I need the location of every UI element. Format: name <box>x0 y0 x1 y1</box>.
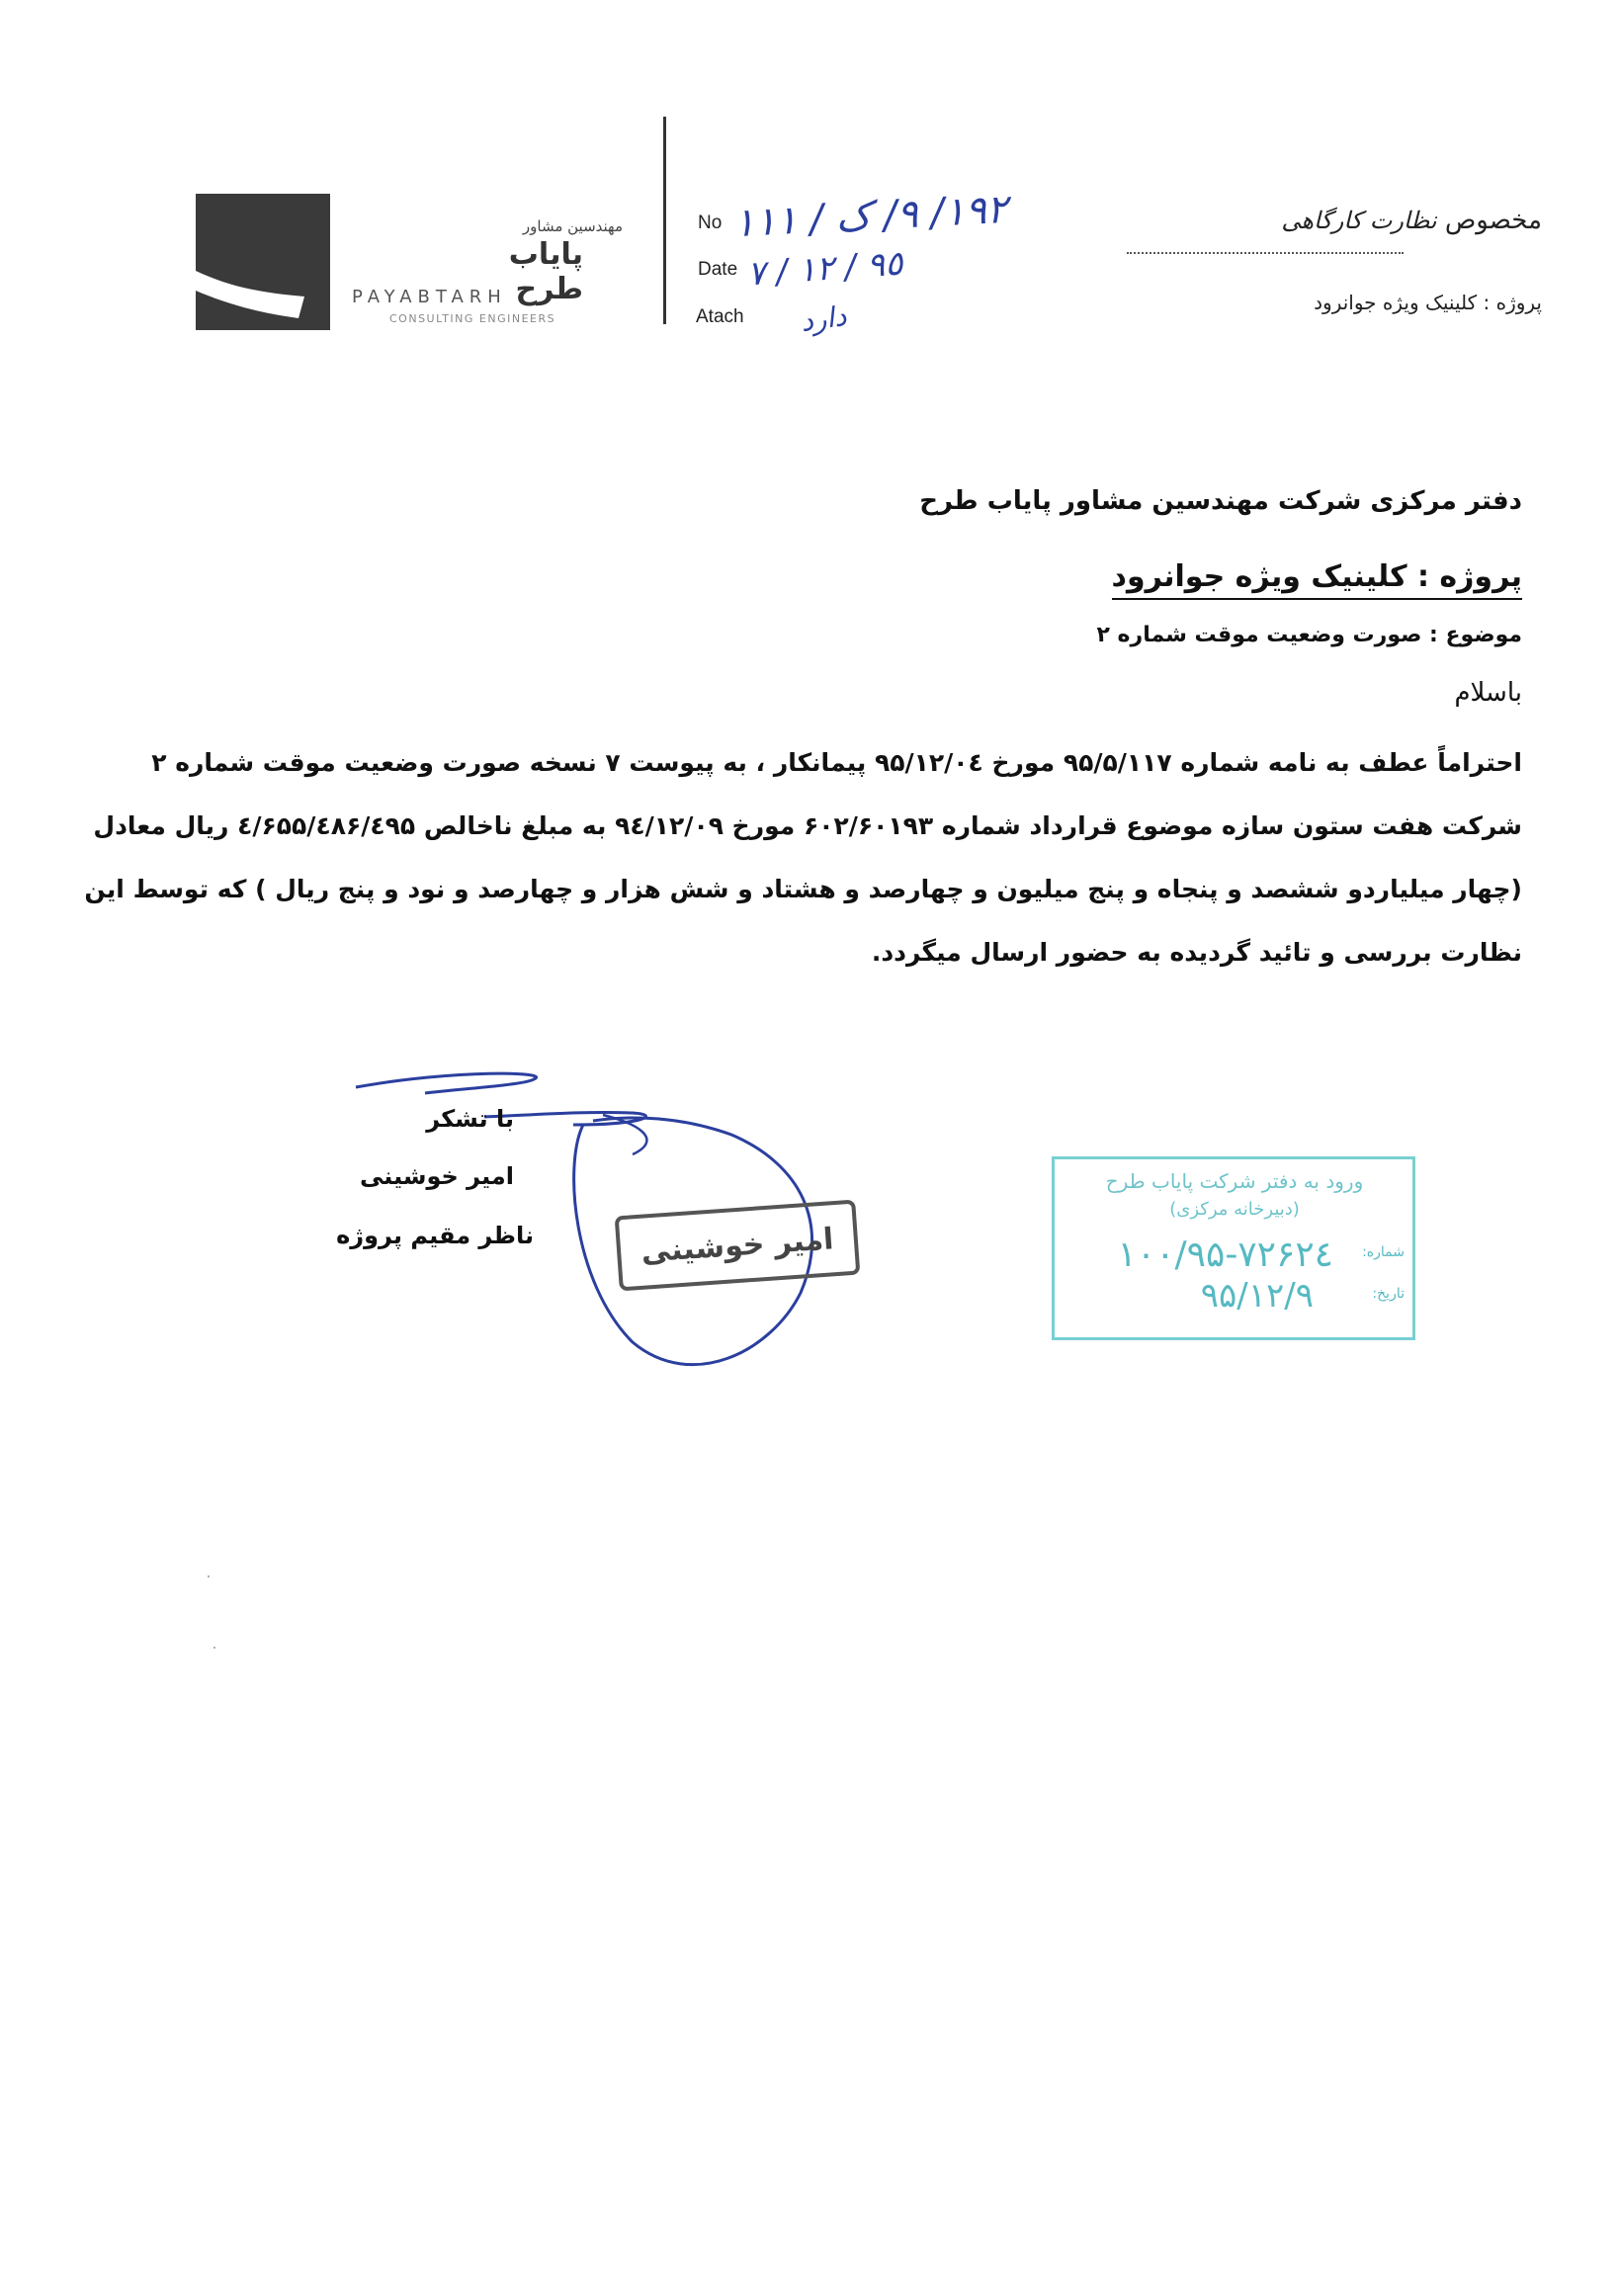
letter-body <box>84 731 1522 984</box>
header-project: پروژه : کلینیک ویژه جوانرود <box>1314 291 1542 314</box>
letter-number-handwritten: ١٩٢/ ٩/ ک / ١١١ <box>731 186 1009 247</box>
logo-title-fa: پایاب طرح <box>508 237 583 306</box>
office-title-prefix: مخصوص <box>1444 206 1542 235</box>
body-line: شرکت هفت ستون سازه موضوع قرارداد شماره ۶۰۲/۶۰۱۹۳ مورخ ۹٤/۱۲/۰۹ به مبلغ ناخالص ٤/۶۵۵/٤۸۶/٤۹۵ ریال معادل <box>93 811 1522 840</box>
scan-speck <box>208 1575 210 1577</box>
signer-role: ناظر مقیم پروژه <box>336 1222 534 1249</box>
dotted-divider <box>1127 252 1404 254</box>
body-line: احتراماً عطف به نامه شماره ۹۵/۵/۱۱۷ مورخ ۹۵/۱۲/۰٤ پیمانکار ، به پیوست ۷ نسخه صورت وضعیت موقت شماره ۲ <box>151 748 1522 777</box>
attachment-label: Atach <box>696 306 744 327</box>
stamp-subtitle: (دبیرخانه مرکزی) <box>1169 1199 1300 1220</box>
project-heading <box>692 559 1522 594</box>
scan-speck <box>213 1647 215 1649</box>
subject-line: موضوع : صورت وضعیت موقت شماره ۲ <box>1096 623 1522 647</box>
attachment-value-handwritten: دارد <box>798 298 849 339</box>
greeting: باسلام <box>1454 678 1522 708</box>
stamp-title: ورود به دفتر شرکت پایاب طرح <box>1105 1169 1364 1193</box>
stamp-date-label: تاریخ: <box>1372 1286 1405 1302</box>
header-divider <box>663 117 666 324</box>
body-line: (چهار میلیاردو ششصد و پنجاه و پنج میلیون و چهارصد و هشتاد و شش هزار و چهارصد و نود و پنج ریال ) که توسط این <box>84 875 1522 903</box>
name-stamp: امیر خوشینی <box>615 1200 861 1292</box>
stamp-number-label: شماره: <box>1362 1244 1405 1260</box>
number-label: No <box>698 213 723 233</box>
logo-title-en: PAYABTARH <box>352 287 507 307</box>
office-title <box>1166 206 1542 235</box>
project-heading-text: پروژه : کلینیک ویژه جوانرود <box>1112 559 1522 600</box>
body-line: نظارت بررسی و تائید گردیده به حضور ارسال میگردد. <box>871 938 1522 967</box>
closing-thanks: با تشکر <box>426 1105 514 1133</box>
logo-subtitle-fa: مهندسین مشاور <box>522 217 623 235</box>
company-logo-mark <box>196 194 330 330</box>
date-label: Date <box>698 259 738 280</box>
signer-name: امیر خوشینی <box>360 1162 514 1190</box>
recipient-line: دفتر مرکزی شرکت مهندسین مشاور پایاب طرح <box>919 486 1522 516</box>
office-title-handwritten: نظارت کارگاهی <box>1281 207 1437 234</box>
stamp-number: ۱۰۰/۹۵-۷۲۶۲٤ <box>1117 1234 1333 1275</box>
received-stamp <box>1052 1156 1415 1340</box>
logo-subtitle-en: CONSULTING ENGINEERS <box>389 312 556 325</box>
letter-date-handwritten: ٩٥ / ١٢ / ٧ <box>745 243 904 295</box>
stamp-date: ۹۵/۱۲/۹ <box>1200 1276 1314 1316</box>
